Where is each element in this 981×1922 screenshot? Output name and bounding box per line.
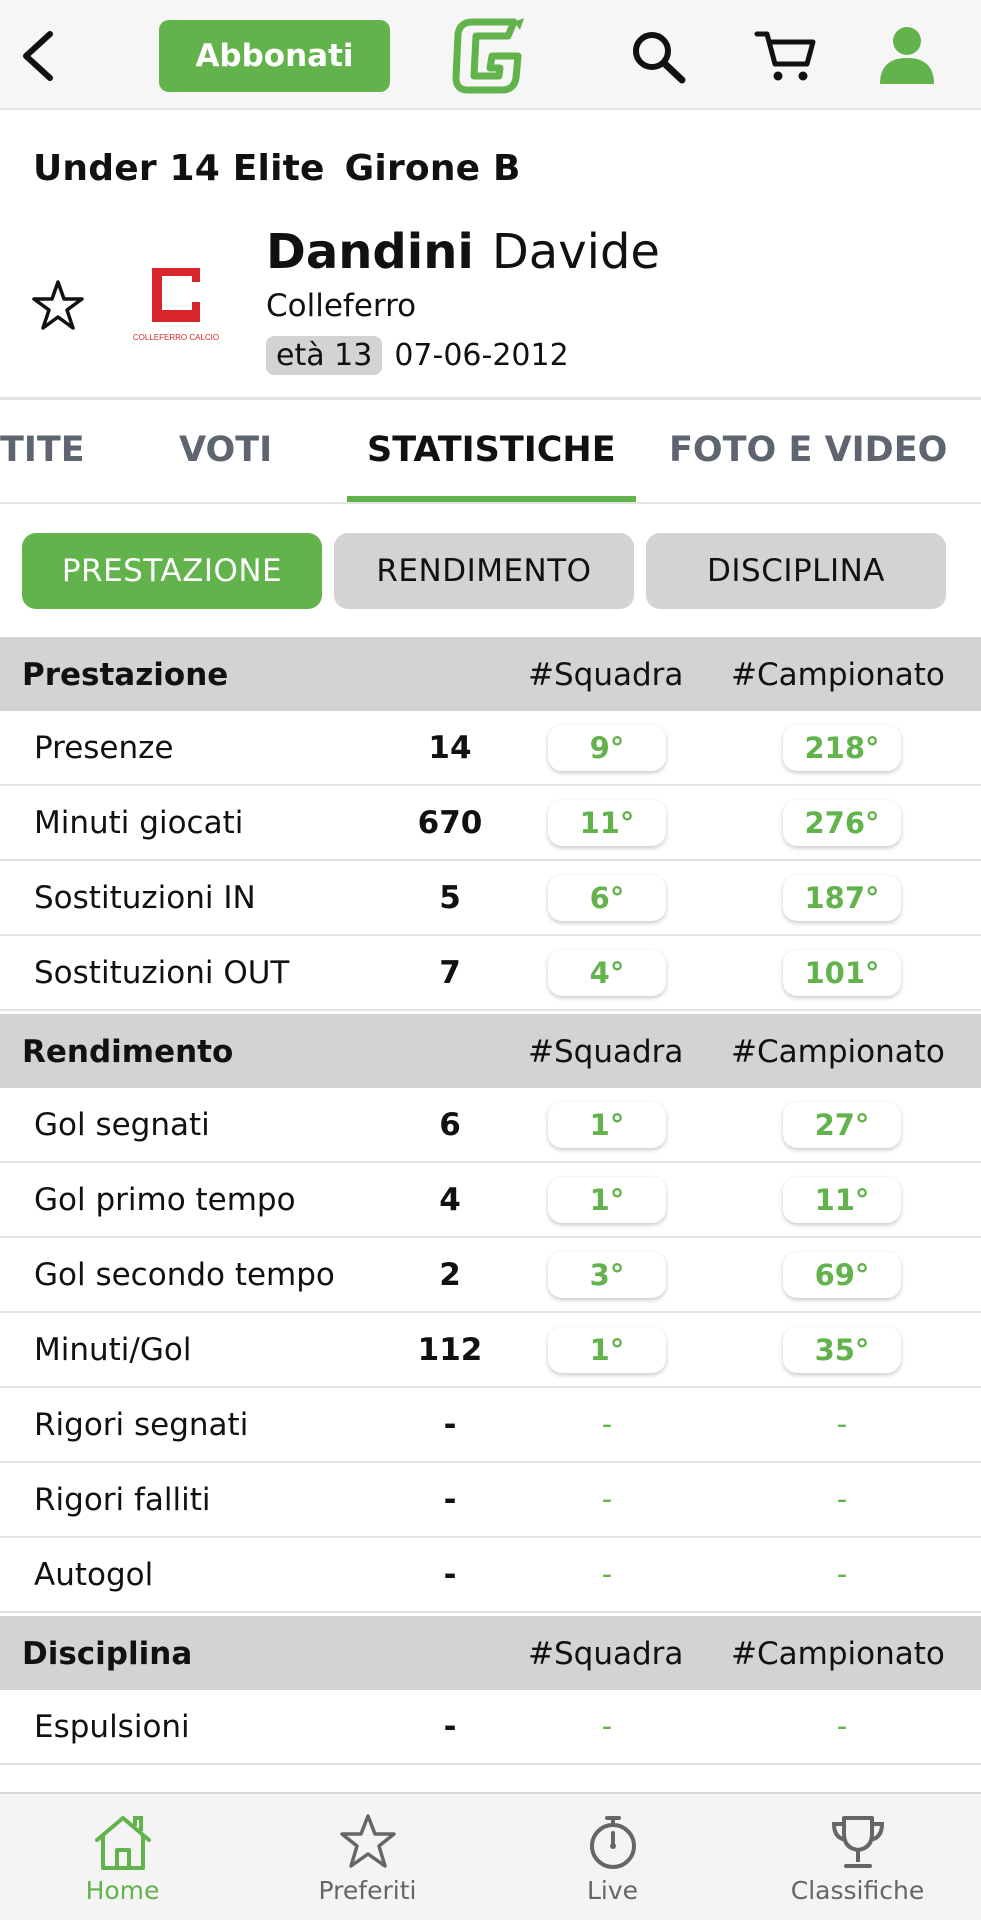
league-rank-badge[interactable]: 276°	[783, 800, 901, 846]
section-header-prestazione	[0, 637, 981, 711]
section-header-disciplina	[0, 1616, 981, 1690]
column-league-rank: #Campionato	[731, 657, 945, 693]
player-first-name: Davide	[491, 224, 660, 280]
stat-row	[0, 1238, 981, 1313]
tab-foto-e-video[interactable]: FOTO E VIDEO	[669, 430, 948, 470]
section-header-rendimento	[0, 1014, 981, 1088]
stat-value: 4	[439, 1182, 461, 1218]
stat-value: 7	[439, 955, 461, 991]
tab-bar	[0, 400, 981, 504]
column-team-rank: #Squadra	[528, 1034, 684, 1070]
club-name[interactable]: Colleferro	[266, 288, 417, 324]
stat-label: Gol secondo tempo	[34, 1257, 335, 1293]
team-rank-badge[interactable]: 6°	[548, 875, 666, 921]
cart-icon[interactable]	[753, 28, 817, 84]
nav-home-label: Home	[85, 1876, 160, 1905]
stat-label: Rigori segnati	[34, 1407, 249, 1443]
active-tab-indicator	[347, 496, 636, 502]
stat-value: 2	[439, 1257, 461, 1293]
league-rank-badge[interactable]: 101°	[783, 950, 901, 996]
stat-row	[0, 936, 981, 1011]
bottom-navigation	[0, 1792, 981, 1920]
stat-row	[0, 1538, 981, 1613]
stat-label: Rigori falliti	[34, 1482, 211, 1518]
favorite-star-icon[interactable]	[30, 278, 86, 334]
team-rank-badge[interactable]: 11°	[548, 800, 666, 846]
back-arrow-icon[interactable]	[18, 28, 58, 84]
star-icon	[336, 1812, 400, 1872]
stat-value: -	[443, 1557, 457, 1593]
stat-label: Minuti giocati	[34, 805, 244, 841]
tab-partite[interactable]: TITE	[0, 430, 85, 470]
app-logo-icon[interactable]	[452, 16, 526, 94]
nav-live[interactable]	[490, 1794, 735, 1922]
stat-row	[0, 786, 981, 861]
stat-row	[0, 1690, 981, 1765]
nav-classifiche[interactable]	[735, 1794, 980, 1922]
nav-home[interactable]	[0, 1794, 245, 1922]
section-title: Disciplina	[22, 1636, 193, 1672]
stat-row	[0, 861, 981, 936]
stat-row	[0, 1088, 981, 1163]
stat-label: Espulsioni	[34, 1709, 190, 1745]
trophy-icon	[826, 1812, 890, 1872]
nav-live-label: Live	[586, 1876, 639, 1905]
team-rank-badge[interactable]: 1°	[548, 1177, 666, 1223]
tab-voti[interactable]: VOTI	[179, 430, 273, 470]
player-name	[266, 224, 660, 280]
tab-statistiche[interactable]: STATISTICHE	[367, 430, 616, 470]
league-rank-badge[interactable]: 11°	[783, 1177, 901, 1223]
team-rank-badge[interactable]: 1°	[548, 1102, 666, 1148]
section-title: Prestazione	[22, 657, 229, 693]
team-rank-empty: -	[601, 1482, 613, 1516]
league-rank-badge[interactable]: 27°	[783, 1102, 901, 1148]
segment-disciplina[interactable]: DISCIPLINA	[646, 533, 946, 609]
age-badge: età 13	[266, 336, 382, 375]
column-team-rank: #Squadra	[528, 1636, 684, 1672]
player-last-name: Dandini	[266, 224, 474, 280]
segment-rendimento[interactable]: RENDIMENTO	[334, 533, 634, 609]
stat-value: 670	[417, 805, 483, 841]
league-rank-empty: -	[836, 1709, 848, 1743]
team-rank-empty: -	[601, 1709, 613, 1743]
stat-row	[0, 1388, 981, 1463]
stat-label: Sostituzioni IN	[34, 880, 256, 916]
team-rank-badge[interactable]: 3°	[548, 1252, 666, 1298]
team-rank-empty: -	[601, 1407, 613, 1441]
top-bar	[0, 0, 981, 110]
birth-date: 07-06-2012	[394, 338, 569, 373]
club-logo	[132, 262, 220, 346]
column-league-rank: #Campionato	[731, 1636, 945, 1672]
nav-preferiti-label: Preferiti	[318, 1876, 417, 1905]
section-title: Rendimento	[22, 1034, 234, 1070]
team-rank-badge[interactable]: 9°	[548, 725, 666, 771]
league-rank-empty: -	[836, 1407, 848, 1441]
league-rank-badge[interactable]: 35°	[783, 1327, 901, 1373]
stat-value: 5	[439, 880, 461, 916]
club-logo-text: COLLEFERRO CALCIO	[132, 333, 220, 342]
nav-classifiche-label: Classifiche	[790, 1876, 925, 1905]
stat-value: -	[443, 1709, 457, 1745]
age-row	[266, 336, 569, 375]
stat-value: 6	[439, 1107, 461, 1143]
stat-label: Presenze	[34, 730, 174, 766]
league-rank-badge[interactable]: 69°	[783, 1252, 901, 1298]
stat-label: Autogol	[34, 1557, 154, 1593]
team-rank-empty: -	[601, 1557, 613, 1591]
team-rank-badge[interactable]: 1°	[548, 1327, 666, 1373]
stat-value: -	[443, 1482, 457, 1518]
stat-value: 14	[428, 730, 472, 766]
stat-row	[0, 1463, 981, 1538]
user-icon[interactable]	[878, 24, 936, 86]
stat-row	[0, 711, 981, 786]
stat-label: Minuti/Gol	[34, 1332, 192, 1368]
stat-row	[0, 1313, 981, 1388]
league-rank-badge[interactable]: 218°	[783, 725, 901, 771]
stat-value: -	[443, 1407, 457, 1443]
team-rank-badge[interactable]: 4°	[548, 950, 666, 996]
league-rank-empty: -	[836, 1557, 848, 1591]
column-league-rank: #Campionato	[731, 1034, 945, 1070]
group-name: Girone B	[344, 148, 521, 189]
stat-label: Gol primo tempo	[34, 1182, 296, 1218]
home-icon	[91, 1812, 155, 1872]
stat-row	[0, 1163, 981, 1238]
stat-label: Gol segnati	[34, 1107, 210, 1143]
nav-preferiti[interactable]	[245, 1794, 490, 1922]
stopwatch-icon	[581, 1812, 645, 1872]
search-icon[interactable]	[628, 28, 688, 84]
league-rank-badge[interactable]: 187°	[783, 875, 901, 921]
league-rank-empty: -	[836, 1482, 848, 1516]
league-name: Under 14 Elite	[33, 148, 325, 189]
subscribe-button[interactable]: Abbonati	[159, 20, 390, 92]
segment-prestazione[interactable]: PRESTAZIONE	[22, 533, 322, 609]
stat-value: 112	[417, 1332, 483, 1368]
league-title	[33, 148, 521, 189]
column-team-rank: #Squadra	[528, 657, 684, 693]
stat-label: Sostituzioni OUT	[34, 955, 290, 991]
